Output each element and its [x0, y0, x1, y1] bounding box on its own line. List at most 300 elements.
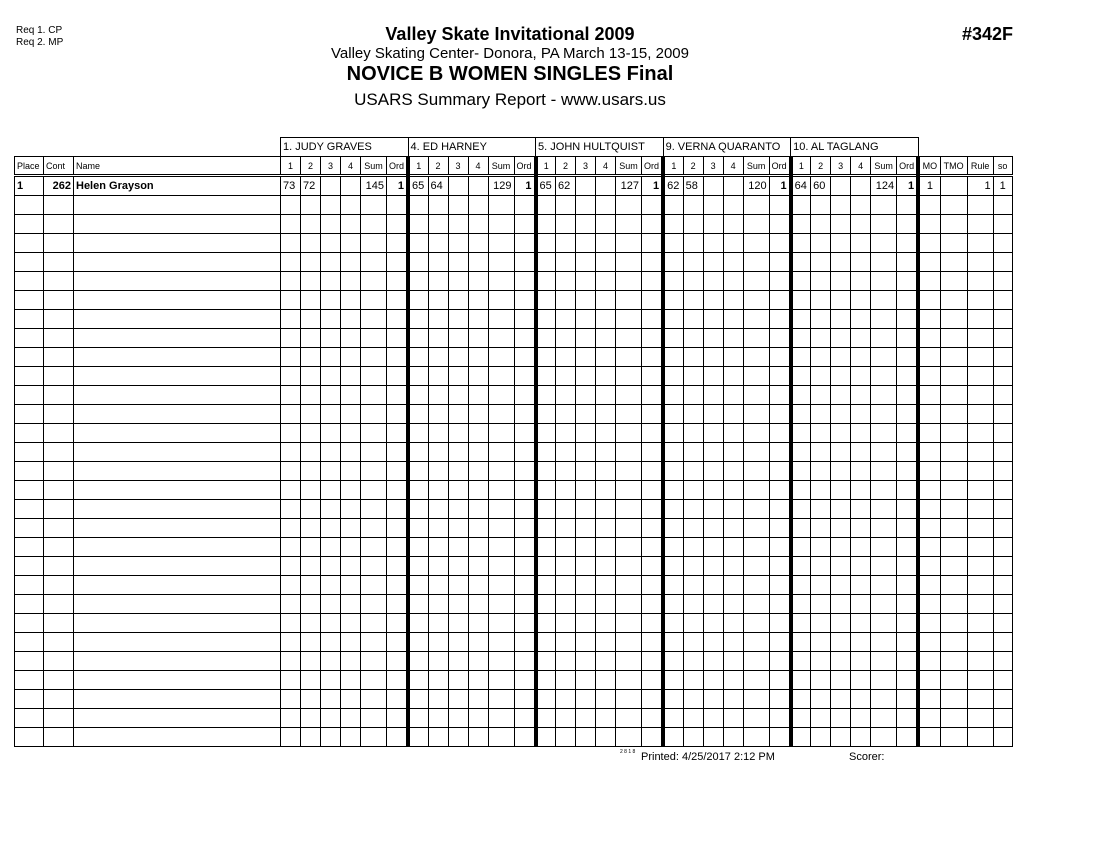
- table-row: [15, 176, 1013, 196]
- empty-cell: [616, 500, 642, 519]
- empty-cell: [321, 576, 341, 595]
- empty-cell: [642, 633, 664, 652]
- empty-cell: [871, 462, 897, 481]
- empty-cell: [514, 215, 536, 234]
- empty-cell: [408, 424, 428, 443]
- empty-cell: [871, 329, 897, 348]
- empty-cell: [723, 595, 743, 614]
- empty-cell: [387, 253, 409, 272]
- empty-cell: [468, 196, 488, 215]
- empty-cell: [361, 329, 387, 348]
- empty-cell: [940, 405, 967, 424]
- empty-cell: [616, 538, 642, 557]
- col-judge-1: 1: [281, 157, 301, 176]
- empty-cell: [967, 652, 993, 671]
- empty-cell: [871, 500, 897, 519]
- empty-cell: [642, 329, 664, 348]
- empty-cell: [743, 633, 769, 652]
- empty-cell: [703, 709, 723, 728]
- empty-cell: [831, 614, 851, 633]
- empty-cell: [993, 652, 1012, 671]
- empty-cell: [769, 633, 791, 652]
- empty-cell: [488, 424, 514, 443]
- empty-cell: [918, 291, 940, 310]
- judge-score: [576, 176, 596, 196]
- empty-cell: [811, 424, 831, 443]
- empty-cell: [897, 443, 919, 462]
- empty-cell: [642, 424, 664, 443]
- empty-cell: [897, 329, 919, 348]
- empty-cell: [514, 500, 536, 519]
- judge-score: [703, 176, 723, 196]
- empty-cell: [940, 424, 967, 443]
- empty-cell: [281, 595, 301, 614]
- empty-cell: [811, 652, 831, 671]
- empty-cell: [769, 234, 791, 253]
- empty-cell: [488, 519, 514, 538]
- col-judge-4: 4: [468, 157, 488, 176]
- table-row-empty: [15, 424, 1013, 443]
- empty-cell: [791, 215, 811, 234]
- empty-cell: [341, 557, 361, 576]
- empty-cell: [616, 481, 642, 500]
- empty-cell: [341, 348, 361, 367]
- empty-cell: [811, 443, 831, 462]
- empty-cell: [361, 614, 387, 633]
- empty-cell: [408, 633, 428, 652]
- so: 1: [993, 176, 1012, 196]
- empty-cell: [576, 481, 596, 500]
- empty-cell: [993, 234, 1012, 253]
- empty-cell: [940, 234, 967, 253]
- empty-cell: [408, 652, 428, 671]
- empty-cell: [851, 424, 871, 443]
- empty-cell: [703, 234, 723, 253]
- empty-cell: [703, 462, 723, 481]
- empty-cell: [683, 500, 703, 519]
- empty-cell: [468, 557, 488, 576]
- empty-cell: [967, 728, 993, 747]
- empty-cell: [791, 272, 811, 291]
- empty-cell: [536, 595, 556, 614]
- empty-cell: [663, 652, 683, 671]
- empty-cell: [488, 462, 514, 481]
- empty-cell: [596, 576, 616, 595]
- empty-cell: [743, 557, 769, 576]
- empty-cell: [811, 709, 831, 728]
- empty-cell: [703, 424, 723, 443]
- empty-cell: [851, 633, 871, 652]
- empty-cell: [74, 424, 281, 443]
- empty-cell: [361, 386, 387, 405]
- empty-cell: [918, 424, 940, 443]
- empty-cell: [596, 348, 616, 367]
- empty-cell: [301, 595, 321, 614]
- judge-score: 1: [897, 176, 919, 196]
- empty-cell: [940, 215, 967, 234]
- empty-cell: [743, 690, 769, 709]
- empty-cell: [663, 538, 683, 557]
- empty-cell: [663, 405, 683, 424]
- empty-cell: [871, 405, 897, 424]
- empty-cell: [683, 291, 703, 310]
- empty-cell: [281, 557, 301, 576]
- venue-date: Valley Skating Center- Donora, PA March 13-15, 2009: [331, 45, 689, 62]
- empty-cell: [15, 291, 44, 310]
- empty-cell: [993, 690, 1012, 709]
- empty-cell: [15, 538, 44, 557]
- empty-cell: [703, 500, 723, 519]
- empty-cell: [74, 462, 281, 481]
- empty-cell: [341, 367, 361, 386]
- empty-cell: [897, 291, 919, 310]
- empty-cell: [683, 481, 703, 500]
- empty-cell: [769, 614, 791, 633]
- empty-cell: [428, 386, 448, 405]
- empty-cell: [341, 424, 361, 443]
- empty-cell: [596, 253, 616, 272]
- empty-cell: [361, 348, 387, 367]
- empty-cell: [967, 291, 993, 310]
- empty-cell: [683, 709, 703, 728]
- printed-timestamp: Printed: 4/25/2017 2:12 PM: [641, 751, 775, 763]
- empty-cell: [488, 367, 514, 386]
- empty-cell: [556, 386, 576, 405]
- empty-cell: [281, 253, 301, 272]
- empty-cell: [321, 291, 341, 310]
- results-table: [14, 137, 1013, 747]
- empty-cell: [536, 234, 556, 253]
- empty-cell: [514, 405, 536, 424]
- empty-cell: [536, 367, 556, 386]
- empty-cell: [15, 557, 44, 576]
- judge-score: 65: [408, 176, 428, 196]
- empty-cell: [281, 424, 301, 443]
- empty-cell: [616, 652, 642, 671]
- col-judge-3: 3: [448, 157, 468, 176]
- empty-cell: [769, 519, 791, 538]
- empty-cell: [663, 519, 683, 538]
- empty-cell: [993, 367, 1012, 386]
- empty-cell: [468, 500, 488, 519]
- empty-cell: [769, 595, 791, 614]
- empty-cell: [940, 386, 967, 405]
- empty-cell: [468, 538, 488, 557]
- empty-cell: [642, 481, 664, 500]
- empty-cell: [15, 367, 44, 386]
- empty-cell: [361, 424, 387, 443]
- empty-cell: [428, 557, 448, 576]
- empty-cell: [642, 576, 664, 595]
- empty-cell: [281, 272, 301, 291]
- empty-cell: [871, 386, 897, 405]
- col-judge-6: Ord: [897, 157, 919, 176]
- empty-cell: [301, 614, 321, 633]
- empty-cell: [871, 728, 897, 747]
- empty-cell: [321, 405, 341, 424]
- empty-cell: [703, 519, 723, 538]
- empty-cell: [723, 443, 743, 462]
- empty-cell: [616, 728, 642, 747]
- empty-cell: [918, 576, 940, 595]
- empty-cell: [940, 291, 967, 310]
- empty-cell: [831, 386, 851, 405]
- empty-cell: [918, 652, 940, 671]
- empty-cell: [851, 652, 871, 671]
- empty-cell: [576, 234, 596, 253]
- empty-cell: [596, 690, 616, 709]
- empty-cell: [811, 462, 831, 481]
- empty-cell: [408, 234, 428, 253]
- table-row-empty: [15, 500, 1013, 519]
- empty-cell: [488, 500, 514, 519]
- col-extra-4: so: [993, 157, 1012, 176]
- empty-cell: [851, 481, 871, 500]
- empty-cell: [341, 462, 361, 481]
- empty-cell: [683, 633, 703, 652]
- empty-cell: [743, 424, 769, 443]
- empty-cell: [967, 253, 993, 272]
- skater-name: Helen Grayson: [74, 176, 281, 196]
- empty-cell: [408, 443, 428, 462]
- empty-cell: [488, 272, 514, 291]
- empty-cell: [993, 272, 1012, 291]
- empty-cell: [871, 234, 897, 253]
- empty-cell: [281, 519, 301, 538]
- empty-cell: [44, 595, 74, 614]
- empty-cell: [703, 272, 723, 291]
- place: 1: [15, 176, 44, 196]
- empty-cell: [871, 196, 897, 215]
- empty-cell: [514, 538, 536, 557]
- empty-cell: [15, 329, 44, 348]
- empty-cell: [831, 367, 851, 386]
- empty-cell: [341, 538, 361, 557]
- empty-cell: [281, 329, 301, 348]
- empty-cell: [791, 576, 811, 595]
- empty-cell: [387, 310, 409, 329]
- empty-cell: [743, 728, 769, 747]
- empty-cell: [616, 272, 642, 291]
- empty-cell: [596, 728, 616, 747]
- mo: 1: [918, 176, 940, 196]
- empty-cell: [361, 728, 387, 747]
- empty-cell: [514, 272, 536, 291]
- empty-cell: [642, 671, 664, 690]
- empty-cell: [897, 386, 919, 405]
- empty-cell: [536, 462, 556, 481]
- empty-cell: [967, 272, 993, 291]
- empty-cell: [281, 652, 301, 671]
- judge-name-4: 9. VERNA QUARANTO: [663, 138, 791, 157]
- empty-cell: [791, 614, 811, 633]
- empty-cell: [301, 196, 321, 215]
- empty-cell: [576, 329, 596, 348]
- empty-cell: [871, 557, 897, 576]
- empty-cell: [743, 291, 769, 310]
- empty-cell: [967, 462, 993, 481]
- empty-cell: [448, 291, 468, 310]
- empty-cell: [596, 272, 616, 291]
- empty-cell: [683, 310, 703, 329]
- empty-cell: [536, 386, 556, 405]
- empty-cell: [831, 253, 851, 272]
- empty-cell: [596, 671, 616, 690]
- empty-cell: [769, 538, 791, 557]
- empty-cell: [536, 633, 556, 652]
- empty-cell: [703, 481, 723, 500]
- empty-cell: [769, 215, 791, 234]
- empty-cell: [321, 386, 341, 405]
- empty-cell: [408, 690, 428, 709]
- empty-cell: [811, 557, 831, 576]
- empty-cell: [811, 614, 831, 633]
- empty-cell: [514, 481, 536, 500]
- empty-cell: [448, 519, 468, 538]
- empty-cell: [448, 557, 468, 576]
- empty-cell: [791, 424, 811, 443]
- empty-cell: [321, 367, 341, 386]
- empty-cell: [361, 272, 387, 291]
- empty-cell: [769, 462, 791, 481]
- empty-cell: [897, 595, 919, 614]
- empty-cell: [281, 538, 301, 557]
- empty-cell: [341, 215, 361, 234]
- empty-cell: [596, 709, 616, 728]
- empty-cell: [723, 405, 743, 424]
- empty-cell: [851, 215, 871, 234]
- empty-cell: [596, 633, 616, 652]
- table-row-empty: [15, 348, 1013, 367]
- empty-cell: [703, 728, 723, 747]
- empty-cell: [743, 671, 769, 690]
- empty-cell: [15, 652, 44, 671]
- empty-cell: [428, 728, 448, 747]
- empty-cell: [663, 310, 683, 329]
- empty-cell: [301, 329, 321, 348]
- empty-cell: [387, 500, 409, 519]
- empty-cell: [361, 234, 387, 253]
- empty-cell: [361, 652, 387, 671]
- empty-cell: [831, 291, 851, 310]
- empty-cell: [871, 709, 897, 728]
- empty-cell: [723, 234, 743, 253]
- empty-cell: [536, 557, 556, 576]
- empty-cell: [703, 652, 723, 671]
- empty-cell: [723, 291, 743, 310]
- empty-cell: [743, 405, 769, 424]
- empty-cell: [321, 348, 341, 367]
- empty-cell: [488, 557, 514, 576]
- empty-cell: [897, 462, 919, 481]
- empty-cell: [871, 215, 897, 234]
- judge-score: [851, 176, 871, 196]
- judge-score: [321, 176, 341, 196]
- empty-cell: [993, 443, 1012, 462]
- table-row-empty: [15, 728, 1013, 747]
- empty-cell: [514, 557, 536, 576]
- empty-cell: [993, 557, 1012, 576]
- judge-score: [831, 176, 851, 196]
- empty-cell: [408, 367, 428, 386]
- empty-cell: [301, 310, 321, 329]
- empty-cell: [74, 253, 281, 272]
- empty-cell: [321, 519, 341, 538]
- empty-cell: [341, 386, 361, 405]
- table-row-empty: [15, 196, 1013, 215]
- empty-cell: [723, 690, 743, 709]
- empty-cell: [616, 291, 642, 310]
- empty-cell: [468, 291, 488, 310]
- empty-cell: [387, 576, 409, 595]
- table-row-empty: [15, 310, 1013, 329]
- empty-cell: [514, 671, 536, 690]
- empty-cell: [556, 481, 576, 500]
- empty-cell: [811, 481, 831, 500]
- empty-cell: [663, 690, 683, 709]
- empty-cell: [301, 291, 321, 310]
- empty-cell: [448, 348, 468, 367]
- empty-cell: [918, 215, 940, 234]
- empty-cell: [940, 595, 967, 614]
- empty-cell: [428, 576, 448, 595]
- empty-cell: [361, 215, 387, 234]
- empty-cell: [897, 500, 919, 519]
- empty-cell: [387, 690, 409, 709]
- empty-cell: [387, 291, 409, 310]
- empty-cell: [576, 652, 596, 671]
- empty-cell: [536, 424, 556, 443]
- empty-cell: [703, 253, 723, 272]
- empty-cell: [488, 652, 514, 671]
- empty-cell: [791, 462, 811, 481]
- empty-cell: [488, 595, 514, 614]
- empty-cell: [596, 557, 616, 576]
- empty-cell: [897, 519, 919, 538]
- empty-cell: [683, 576, 703, 595]
- empty-cell: [514, 690, 536, 709]
- empty-cell: [468, 253, 488, 272]
- empty-cell: [897, 538, 919, 557]
- empty-cell: [536, 728, 556, 747]
- empty-cell: [514, 633, 536, 652]
- empty-cell: [281, 728, 301, 747]
- empty-cell: [74, 671, 281, 690]
- empty-cell: [897, 424, 919, 443]
- empty-cell: [428, 500, 448, 519]
- judge-score: 65: [536, 176, 556, 196]
- empty-cell: [361, 557, 387, 576]
- empty-cell: [448, 576, 468, 595]
- empty-cell: [831, 234, 851, 253]
- empty-cell: [642, 538, 664, 557]
- empty-cell: [44, 215, 74, 234]
- judge-score: [468, 176, 488, 196]
- empty-cell: [596, 614, 616, 633]
- empty-cell: [596, 367, 616, 386]
- judge-name-3: 5. JOHN HULTQUIST: [536, 138, 664, 157]
- empty-cell: [448, 196, 468, 215]
- empty-cell: [596, 310, 616, 329]
- empty-cell: [15, 690, 44, 709]
- empty-cell: [44, 557, 74, 576]
- empty-cell: [897, 633, 919, 652]
- empty-cell: [428, 291, 448, 310]
- empty-cell: [44, 519, 74, 538]
- empty-cell: [663, 329, 683, 348]
- empty-cell: [44, 500, 74, 519]
- empty-cell: [428, 595, 448, 614]
